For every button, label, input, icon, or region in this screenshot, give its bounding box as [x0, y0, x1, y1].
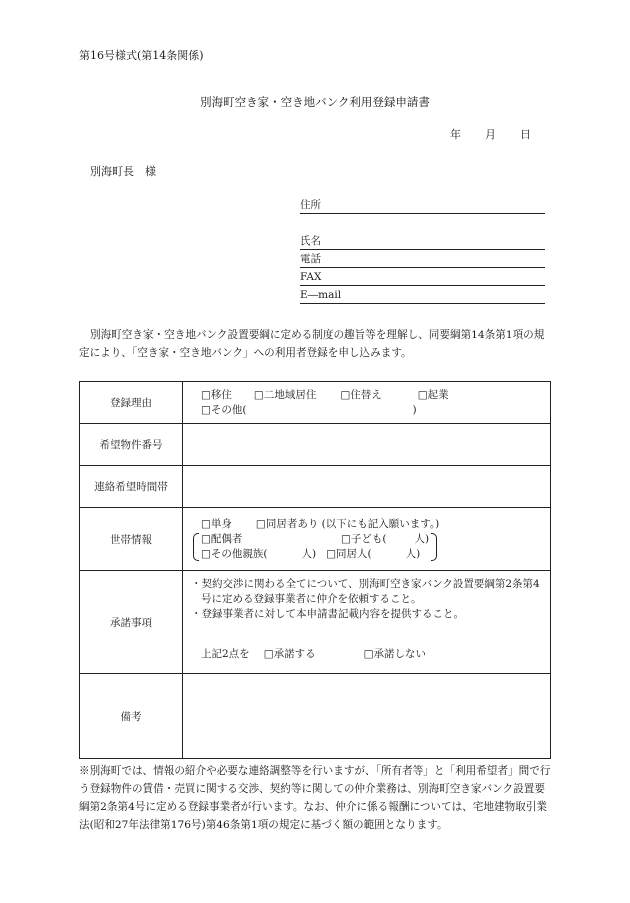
property-number-label: 希望物件番号	[80, 424, 183, 466]
footer-note: ※別海町では、情報の紹介や必要な連絡調整等を行いますが、「所有者等」と「利用希望者」間で行う登録物件の賃借・売買に関する交渉、契約等に関しての仲介業務は、別海町空き家バンク設置要綱第2条第4号に定める登録事業者が行います。なお、仲介に係る報酬については、宅地建物取引業法(昭和27年法律第176号)第46条第1項の規定に基づく額の範囲となります。	[79, 765, 551, 831]
household-detail-bracket	[193, 532, 437, 562]
consent-items	[183, 571, 550, 622]
intro-paragraph: 別海町空き家・空き地バンク設置要綱に定める制度の趣旨等を理解し、同要綱第14条第1項の規定により、「空き家・空き地バンク」への利用者登録を申し込みます。	[79, 329, 545, 359]
household-cell	[183, 508, 551, 571]
property-number-input[interactable]	[183, 424, 551, 466]
row-consent	[80, 571, 551, 674]
consent-item: ・契約交渉に関わる全てについて、別海町空き家バンク設置要綱第2条第4号に定める登録事業者に仲介を依頼すること。	[191, 578, 540, 605]
reason-option-migration[interactable]: □移住	[201, 388, 232, 401]
reason-option-startup[interactable]: □起業	[417, 388, 449, 401]
row-remarks	[80, 674, 551, 759]
consent-item: ・登録事業者に対して本申請書記載内容を提供すること。	[191, 608, 464, 620]
date-day: 日	[520, 128, 531, 141]
row-reason	[80, 382, 551, 424]
email-label: E―mail	[300, 289, 342, 301]
date-year: 年	[450, 128, 461, 141]
household-other-relatives-unit: 人)	[301, 547, 317, 560]
addressee: 別海町長 様	[90, 165, 156, 178]
date-line	[450, 126, 531, 142]
remarks-label: 備考	[80, 674, 183, 759]
reason-option-relocation[interactable]: □住替え	[340, 388, 382, 401]
reason-label: 登録理由	[80, 382, 183, 424]
reason-option-other[interactable]: □その他(	[201, 403, 247, 416]
contact-time-input[interactable]	[183, 466, 551, 508]
form-number: 第16号様式(第14条関係)	[79, 49, 204, 62]
phone-label: 電話	[300, 253, 321, 265]
reason-option-dual-residence[interactable]: □二地域居住	[253, 388, 317, 401]
household-children[interactable]: □子ども(	[341, 532, 387, 545]
name-field[interactable]	[300, 235, 545, 250]
household-cohabit[interactable]: □同居者あり (以下にも記入願います。)	[255, 517, 440, 530]
household-cohabitants-unit: 人)	[405, 547, 421, 560]
date-month: 月	[485, 128, 496, 141]
household-spouse[interactable]: □配偶者	[201, 532, 243, 545]
row-household	[80, 508, 551, 571]
page-title: 別海町空き家・空き地バンク利用登録申請書	[200, 95, 430, 109]
consent-prompt: 上記2点を	[201, 648, 250, 660]
household-other-relatives[interactable]: □その他親族(	[201, 547, 268, 560]
consent-label: 承諾事項	[80, 571, 183, 674]
fax-label: FAX	[300, 271, 322, 283]
contact-time-label: 連絡希望時間帯	[80, 466, 183, 508]
reason-other-close: )	[412, 403, 417, 416]
fax-field[interactable]	[300, 271, 545, 286]
address-label: 住所	[300, 199, 321, 211]
consent-disagree[interactable]: □承諾しない	[363, 648, 427, 660]
name-label: 氏名	[300, 235, 321, 247]
consent-agree[interactable]: □承諾する	[263, 648, 316, 660]
household-single[interactable]: □単身	[201, 517, 232, 530]
remarks-input[interactable]	[183, 674, 551, 759]
row-contact-time	[80, 466, 551, 508]
consent-choice	[183, 647, 550, 662]
email-field[interactable]	[300, 289, 545, 304]
household-cohabitants[interactable]: □同居人(	[326, 547, 372, 560]
phone-field[interactable]	[300, 253, 545, 268]
consent-cell	[183, 571, 551, 674]
address-field[interactable]	[300, 199, 545, 214]
application-table	[79, 381, 551, 759]
reason-cell	[183, 382, 551, 424]
row-property-number	[80, 424, 551, 466]
household-children-unit: 人)	[414, 532, 430, 545]
household-label: 世帯情報	[80, 508, 183, 571]
